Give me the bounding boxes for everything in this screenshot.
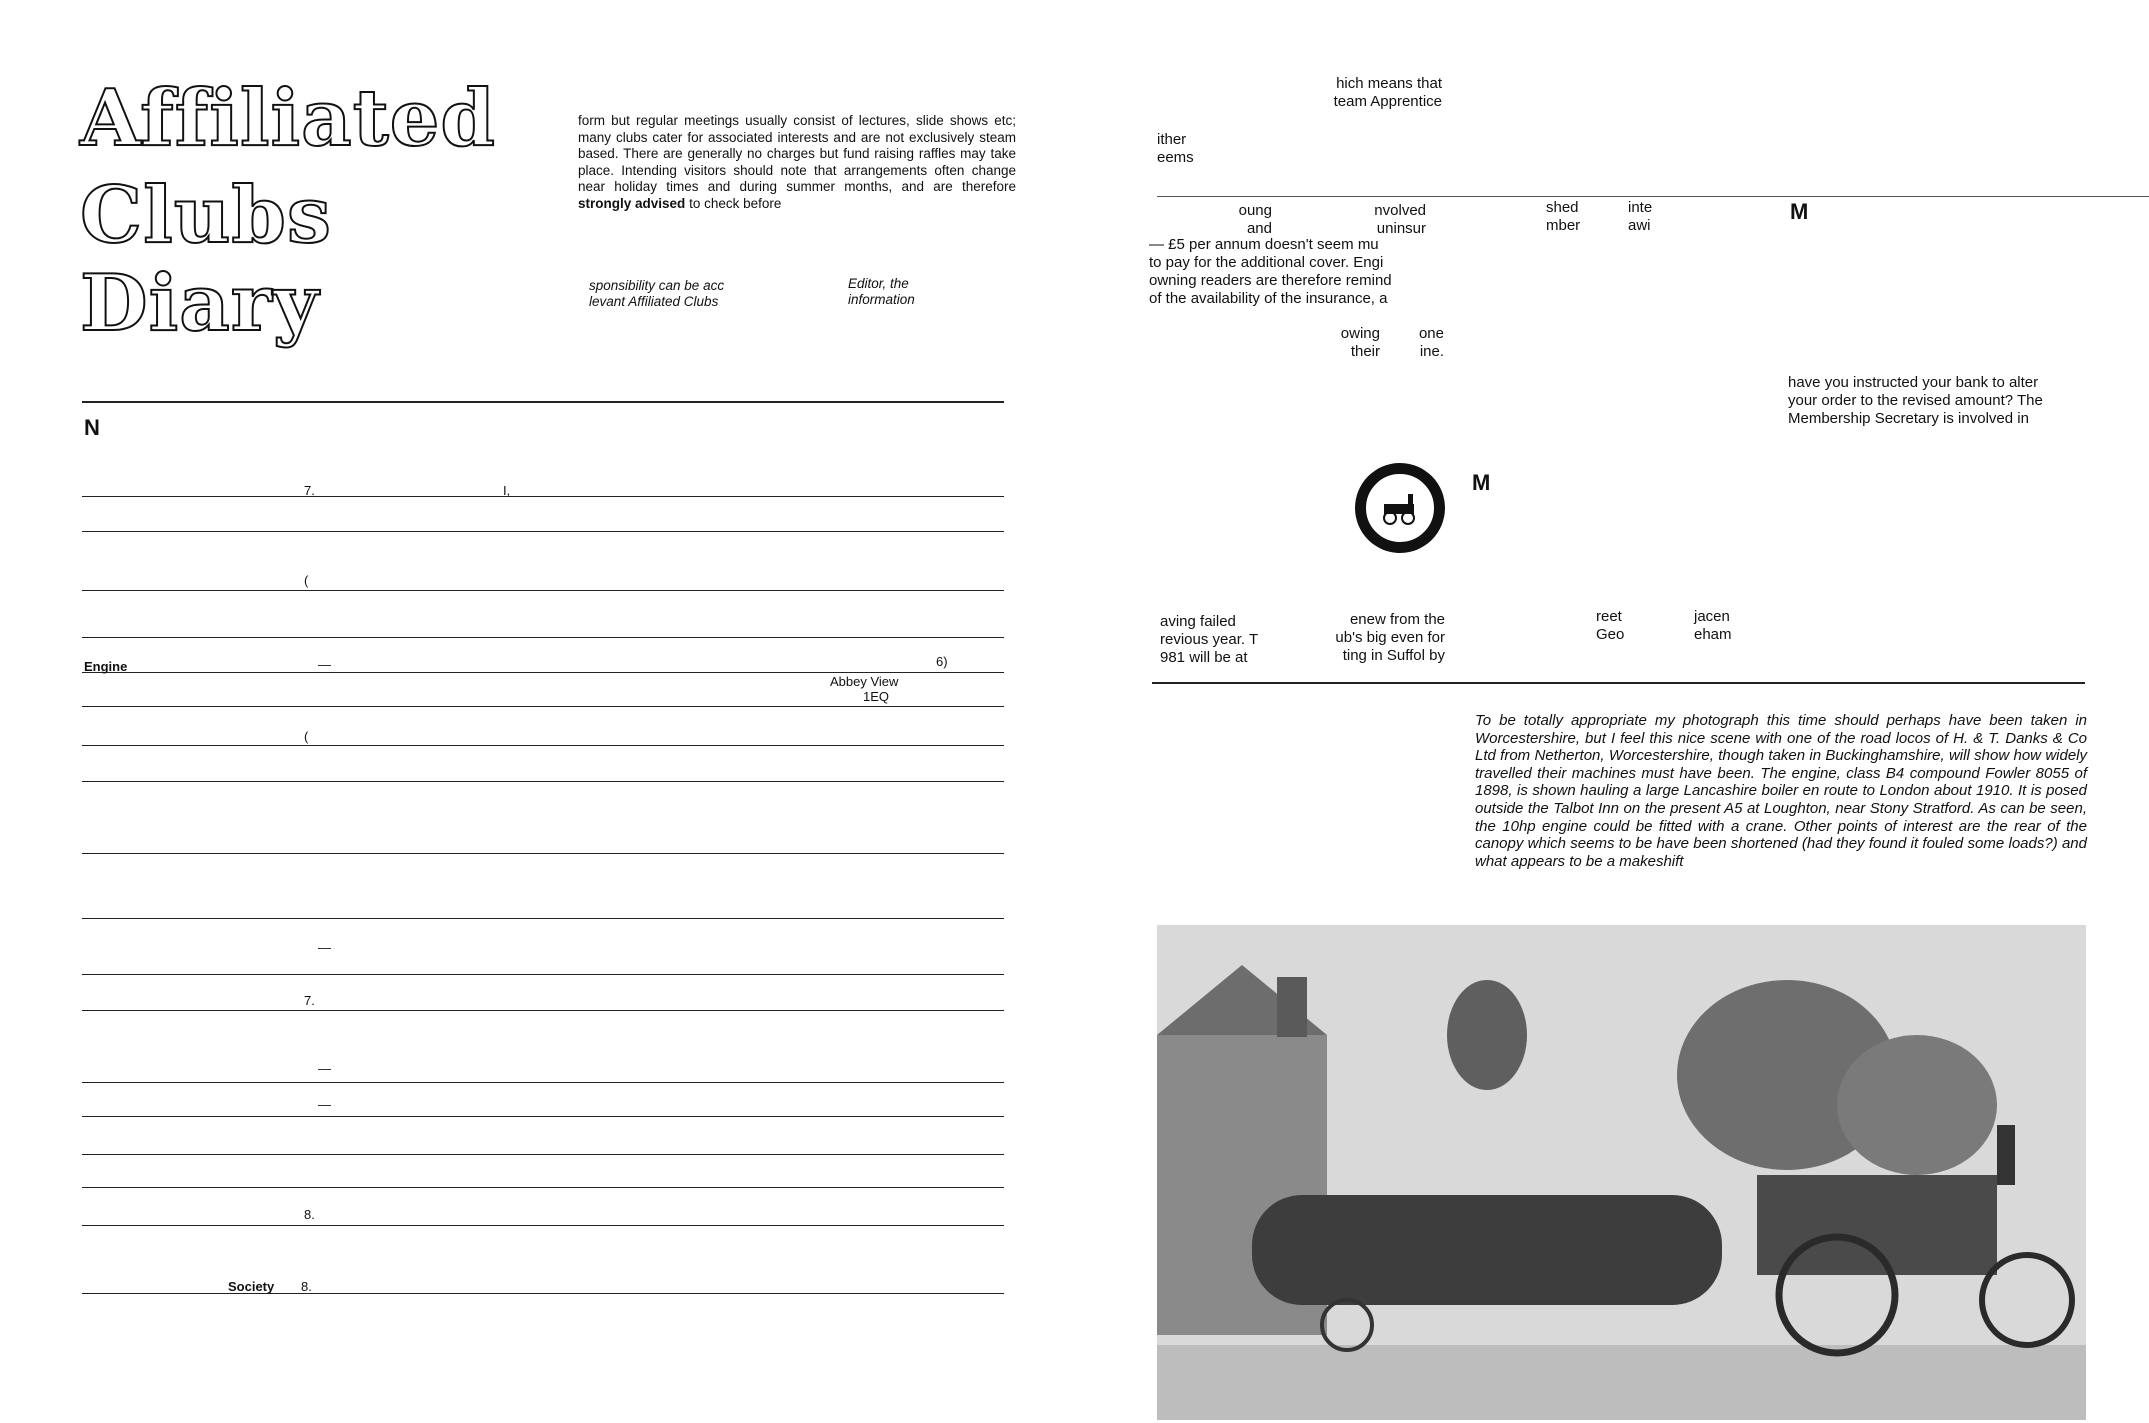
fragment-c xyxy=(1210,202,1272,238)
diary-dash: — xyxy=(318,1097,331,1112)
diary-rule xyxy=(82,745,1004,746)
fragment-l-2: eham xyxy=(1694,626,1732,643)
fragment-b-2: eems xyxy=(1157,149,1194,166)
seal-engine-icon-svg xyxy=(1366,474,1434,542)
insurance-paragraph xyxy=(1149,236,1449,308)
fragment-f xyxy=(1628,199,1652,235)
diary-rule xyxy=(82,1082,1004,1083)
diary-rule xyxy=(82,1154,1004,1155)
bank-paragraph xyxy=(1788,374,2088,428)
photograph-scene xyxy=(1157,925,2086,1420)
insurance-line-1: — £5 per annum doesn't seem mu xyxy=(1149,236,1379,253)
diary-rule xyxy=(82,918,1004,919)
italic-note-right xyxy=(848,276,915,308)
fragment-d-2: uninsur xyxy=(1376,220,1426,237)
seal-engine-icon xyxy=(1365,473,1435,543)
fragment-b xyxy=(1157,131,1194,167)
fragment-l xyxy=(1694,608,1732,644)
fragment-c-1: oung xyxy=(1238,202,1272,219)
title-affiliated: Affiliated xyxy=(80,73,496,164)
italic-note-left-1: sponsibility can be acc xyxy=(589,278,725,293)
diary-time: 8. xyxy=(304,1207,315,1222)
fragment-a-1: hich means that xyxy=(1336,75,1442,92)
diary-rule xyxy=(82,531,1004,532)
diary-rule xyxy=(82,1225,1004,1226)
italic-note-right-1: Editor, the xyxy=(848,276,909,291)
fragment-g-2: their xyxy=(1350,343,1380,360)
fragment-g xyxy=(1300,325,1380,361)
diary-dash: — xyxy=(318,1061,331,1076)
intro-bold: strongly advised xyxy=(578,195,686,211)
insurance-line-2: to pay for the additional cover. Engi xyxy=(1149,254,1384,271)
fragment-b-1: ither xyxy=(1157,131,1187,148)
diary-rule xyxy=(82,1187,1004,1188)
diary-rule xyxy=(82,672,1004,673)
fragment-j xyxy=(1300,611,1445,665)
fragment-i xyxy=(1160,613,1258,667)
month-heading-m1: M xyxy=(1790,199,1809,224)
diary-dash: — xyxy=(318,657,331,672)
diary-rule xyxy=(82,637,1004,638)
italic-note-right-2: information xyxy=(848,292,915,307)
fragment-e xyxy=(1546,199,1580,235)
diary-dash: — xyxy=(318,940,331,955)
fragment-d-1: nvolved xyxy=(1374,202,1426,219)
diary-rule xyxy=(82,496,1004,497)
diary-postcode: 1EQ xyxy=(863,689,890,704)
fragment-g-1: owing xyxy=(1340,325,1380,342)
month-heading-m2: M xyxy=(1472,470,1491,495)
fragment-j-1: enew from the xyxy=(1349,611,1445,628)
photo-caption: To be totally appropriate my photograph this time should perhaps have been taken in Worcestershire, but I feel this nice scene with one of the road locos of H. & T. Danks & Co Ltd from Netherton, Worcestershire, though taken in Buckinghamshire, will show how widely travelled their machines must have been. The engine, class B4 compound Fowler 8055 of 1898, is shown hauling a large Lancashire boiler en route to London about 1910. It is posed outside the Talbot Inn on the present A5 at Loughton, near Stony Stratford. As can be seen, the 10hp engine could be fitted with a crane. Other points of interest are the rear of the canopy which seems to be have been shortened (had they found it fouled some loads?) and what appears to be a makeshift xyxy=(1475,712,2087,870)
steam-apprentice-club-seal xyxy=(1355,463,1445,553)
fragment-h xyxy=(1400,325,1444,361)
fragment-j-3: ting in Suffol by xyxy=(1342,647,1445,664)
divider-top xyxy=(82,401,1004,403)
diary-paren: ( xyxy=(304,729,309,744)
diary-paren: ( xyxy=(304,573,309,588)
diary-address: Abbey View xyxy=(830,674,899,689)
fragment-j-2: ub's big even for xyxy=(1335,629,1445,646)
fragment-i-2: revious year. T xyxy=(1160,631,1259,648)
intro-text-2: to check before xyxy=(689,195,782,211)
diary-engine-label: Engine xyxy=(84,659,128,674)
fragment-l-1: jacen xyxy=(1694,608,1730,625)
divider-right-top xyxy=(1157,196,2149,197)
diary-number: 6) xyxy=(936,654,948,669)
bank-line-2: your order to the revised amount? The xyxy=(1788,392,2043,409)
diary-rule xyxy=(82,781,1004,782)
fragment-f-2: awi xyxy=(1628,217,1651,234)
fragment-i-3: 981 will be at xyxy=(1160,649,1248,666)
fragment-k xyxy=(1596,608,1624,644)
month-heading-left: N xyxy=(84,415,100,440)
fragment-i-1: aving failed xyxy=(1160,613,1236,630)
diary-rule xyxy=(82,1293,1004,1294)
italic-note-left xyxy=(589,278,724,310)
title-diary: Diary xyxy=(80,258,320,349)
diary-rule xyxy=(82,853,1004,854)
fragment-c-2: and xyxy=(1246,220,1272,237)
fragment-d xyxy=(1330,202,1426,238)
intro-text-1: form but regular meetings usually consist of lectures, slide shows etc; many clubs cater for associated interests and are not exclusively steam based. There are generally no charges but fund raising raffles may take place. Intending visitors should note that arrangements often change near holiday times and during summer months, and are therefore xyxy=(578,113,1016,194)
diary-rule xyxy=(82,706,1004,707)
diary-rule xyxy=(82,974,1004,975)
diary-rule xyxy=(82,1010,1004,1011)
diary-rule xyxy=(82,590,1004,591)
bank-line-1: have you instructed your bank to alter xyxy=(1788,374,2039,391)
historic-photograph xyxy=(1157,925,2086,1420)
diary-time: 7. xyxy=(304,483,315,498)
fragment-k-1: reet xyxy=(1596,608,1622,625)
diary-mark: I, xyxy=(503,483,511,498)
fragment-a-2: team Apprentice xyxy=(1333,93,1442,110)
divider-right-mid xyxy=(1152,682,2085,684)
fragment-k-2: Geo xyxy=(1596,626,1625,643)
bank-line-3: Membership Secretary is involved in xyxy=(1788,410,2029,427)
diary-time: 8. xyxy=(301,1279,312,1294)
diary-time: 7. xyxy=(304,993,315,1008)
diary-society-label: Society xyxy=(228,1279,275,1294)
title-clubs: Clubs xyxy=(80,170,332,261)
fragment-a xyxy=(1240,75,1442,111)
diary-rule xyxy=(82,1116,1004,1117)
italic-note-left-2: levant Affiliated Clubs xyxy=(589,294,719,309)
fragment-e-1: shed xyxy=(1546,199,1579,216)
fragment-f-1: inte xyxy=(1628,199,1653,216)
fragment-e-2: mber xyxy=(1546,217,1581,234)
fragment-h-2: ine. xyxy=(1419,343,1444,360)
insurance-line-3: owning readers are therefore remind xyxy=(1149,272,1392,289)
intro-paragraph xyxy=(578,113,1016,212)
fragment-h-1: one xyxy=(1418,325,1444,342)
insurance-line-4: of the availability of the insurance, a xyxy=(1149,290,1388,307)
